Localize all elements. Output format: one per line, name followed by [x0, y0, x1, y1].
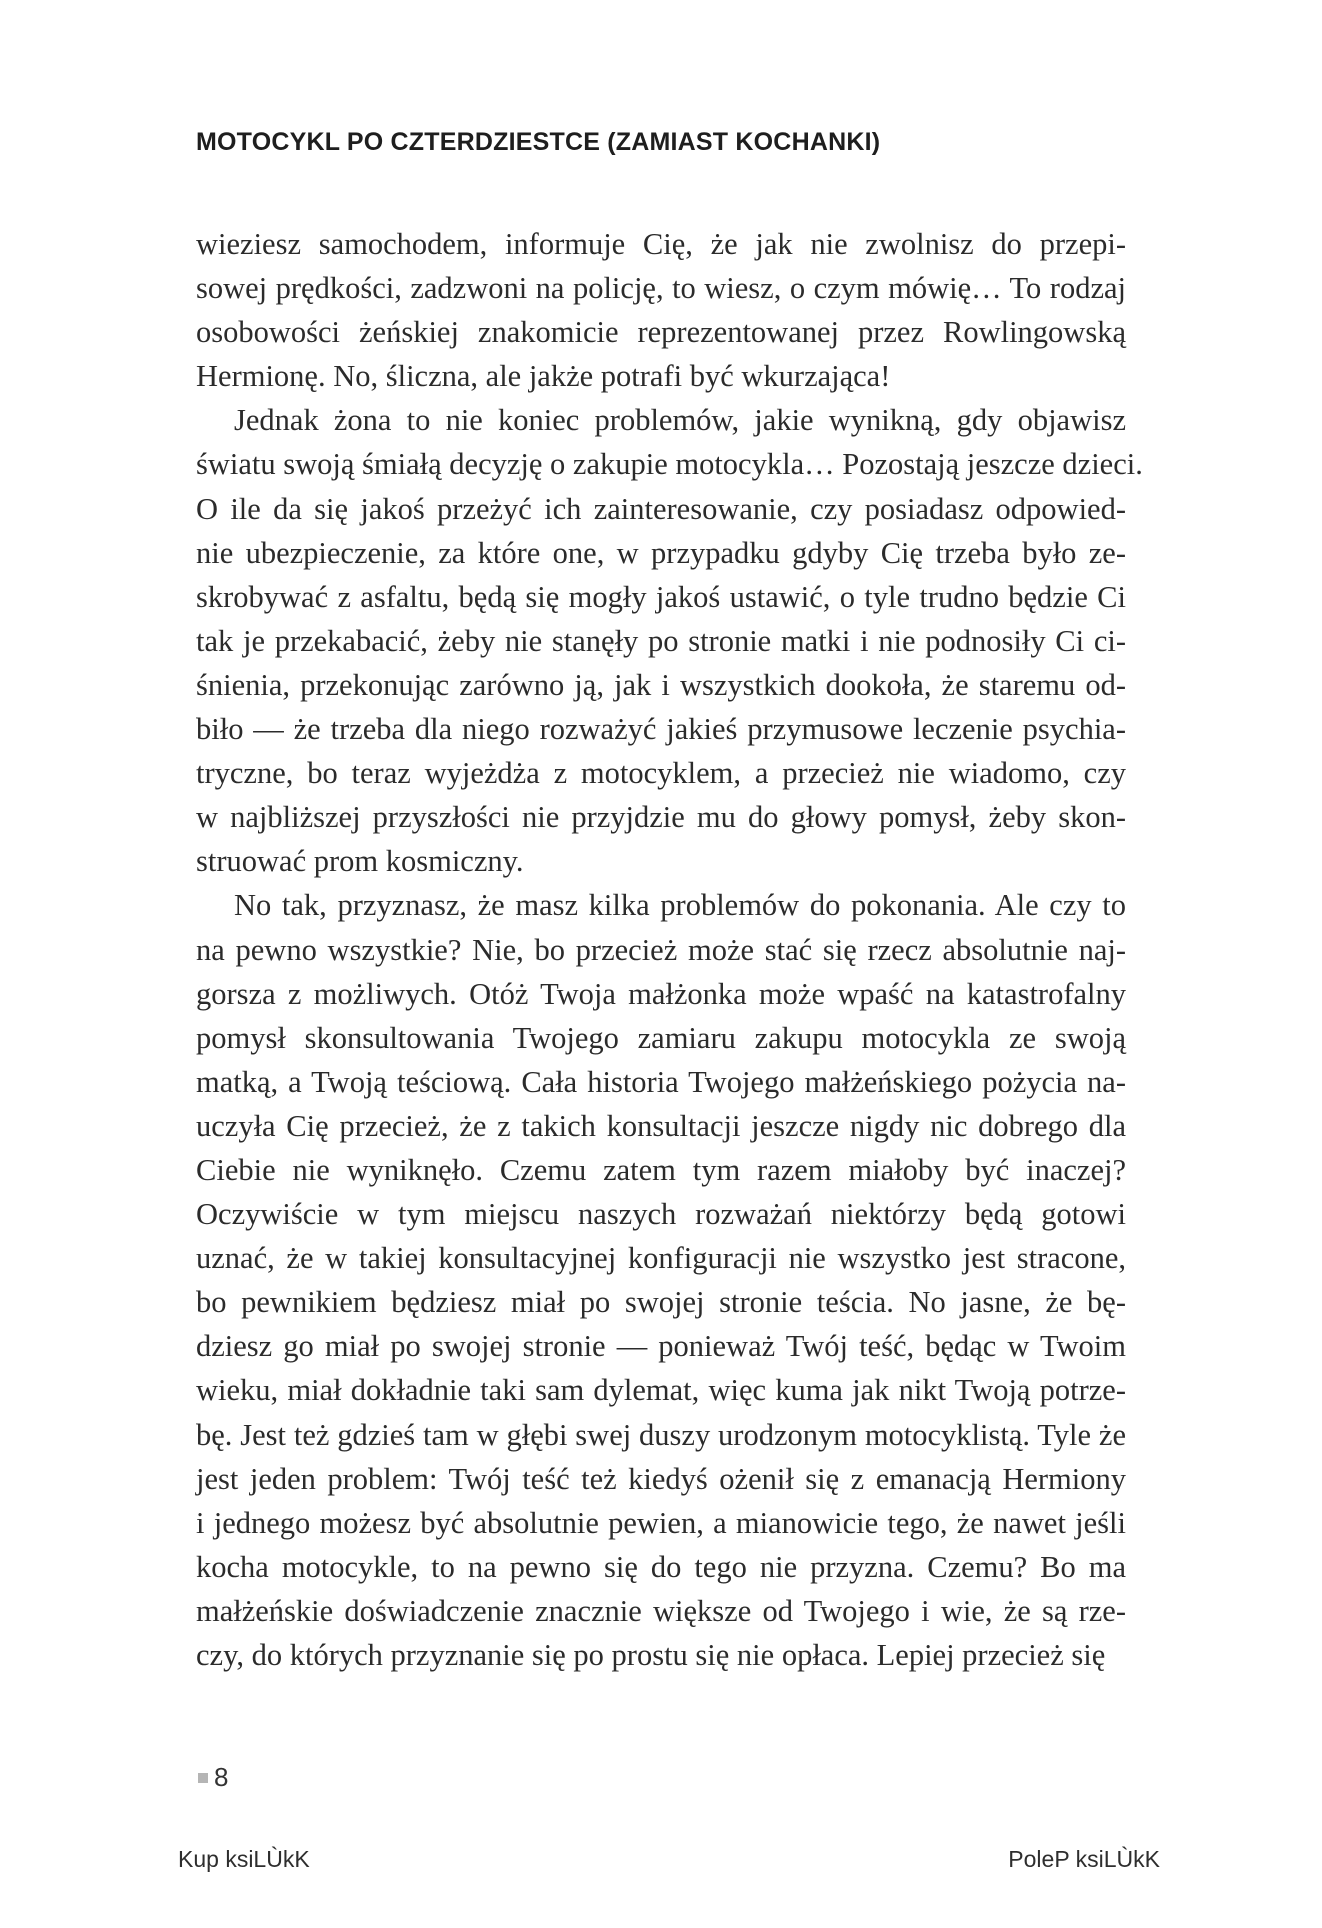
text-line: matką, a Twoją teściową. Cała historia Twojego małżeńskiego pożycia na- [196, 1064, 1126, 1099]
text-line: osobowości żeńskiej znakomicie reprezentowanej przez Rowlingowską [196, 315, 1126, 350]
text-line: Hermionę. No, śliczna, ale jakże potrafi być wkurzająca! [196, 359, 891, 394]
paragraph [196, 222, 1126, 398]
text-line: jest jeden problem: Twój teść też kiedyś ożenił się z emanacją Hermiony [196, 1461, 1126, 1496]
text-line: na pewno wszystkie? Nie, bo przecież może stać się rzecz absolutnie naj- [196, 932, 1126, 967]
text-line: biło — że trzeba dla niego rozważyć jakieś przymusowe leczenie psychia- [196, 712, 1126, 747]
text-line: światu swoją śmiałą decyzję o zakupie motocykla… Pozostają jeszcze dzieci. [196, 447, 1143, 482]
paragraph [196, 398, 1143, 883]
text-line: sowej prędkości, zadzwoni na policję, to wiesz, o czym mówię… To rodzaj [196, 271, 1126, 306]
text-line: O ile da się jakoś przeżyć ich zainteresowanie, czy posiadasz odpowied- [196, 491, 1126, 526]
text-line: bo pewnikiem będziesz miał po swojej stronie teścia. No jasne, że bę- [196, 1285, 1126, 1320]
running-title: MOTOCYKL PO CZTERDZIESTCE (ZAMIAST KOCHANKI) [196, 128, 881, 156]
text-line: tak je przekabacić, żeby nie stanęły po stronie matki i nie podnosiły Ci ci- [196, 623, 1126, 658]
text-line: Oczywiście w tym miejscu naszych rozważań niektórzy będą gotowi [196, 1197, 1126, 1232]
footer-right-link[interactable]: PoleP ksiLÙkK [1008, 1846, 1160, 1872]
text-line: Ciebie nie wyniknęło. Czemu zatem tym razem miałoby być inaczej? [196, 1152, 1126, 1187]
page-number-label: 8 [214, 1762, 229, 1792]
text-line: czy, do których przyznanie się po prostu się nie opłaca. Lepiej przecież się [196, 1638, 1106, 1672]
text-line: śnienia, przekonując zarówno ją, jak i wszystkich dookoła, że staremu od- [196, 667, 1126, 702]
text-line: dziesz go miał po swojej stronie — ponieważ Twój teść, będąc w Twoim [196, 1329, 1126, 1364]
text-line: struować prom kosmiczny. [196, 844, 524, 879]
text-line: bę. Jest też gdzieś tam w głębi swej duszy urodzonym motocyklistą. Tyle że [196, 1417, 1126, 1452]
text-line: skrobywać z asfaltu, będą się mogły jakoś ustawić, o tyle trudno będzie Ci [196, 579, 1126, 614]
page-number [198, 1762, 228, 1793]
text-line: pomysł skonsultowania Twojego zamiaru zakupu motocykla ze swoją [196, 1020, 1126, 1055]
text-line: wieku, miał dokładnie taki sam dylemat, więc kuma jak nikt Twoją potrze- [196, 1373, 1126, 1408]
text-line: uczyła Cię przecież, że z takich konsultacji jeszcze nigdy nic dobrego dla [196, 1108, 1126, 1143]
text-line: uznać, że w takiej konsultacyjnej konfiguracji nie wszystko jest stracone, [196, 1241, 1126, 1276]
page-marker-square [198, 1773, 208, 1783]
text-line: gorsza z możliwych. Otóż Twoja małżonka może wpaść na katastrofalny [196, 976, 1126, 1011]
text-line: kocha motocykle, to na pewno się do tego nie przyzna. Czemu? Bo ma [196, 1549, 1126, 1584]
text-line: tryczne, bo teraz wyjeżdża z motocyklem, a przecież nie wiadomo, czy [196, 756, 1126, 791]
text-line: Jednak żona to nie koniec problemów, jakie wynikną, gdy objawisz [234, 403, 1126, 438]
paragraph [196, 883, 1126, 1677]
text-line: i jednego możesz być absolutnie pewien, a mianowicie tego, że nawet jeśli [196, 1505, 1126, 1540]
text-line: No tak, przyznasz, że masz kilka problemów do pokonania. Ale czy to [234, 888, 1126, 923]
text-line: nie ubezpieczenie, za które one, w przypadku gdyby Cię trzeba było ze- [196, 535, 1126, 570]
text-line: w najbliższej przyszłości nie przyjdzie mu do głowy pomysł, żeby skon- [196, 800, 1126, 835]
footer-left-link[interactable]: Kup ksiLÙkK [178, 1846, 310, 1872]
body-text [196, 222, 1143, 1677]
text-line: wieziesz samochodem, informuje Cię, że jak nie zwolnisz do przepi- [196, 227, 1126, 261]
text-line: małżeńskie doświadczenie znacznie większe od Twojego i wie, że są rze- [196, 1593, 1126, 1628]
